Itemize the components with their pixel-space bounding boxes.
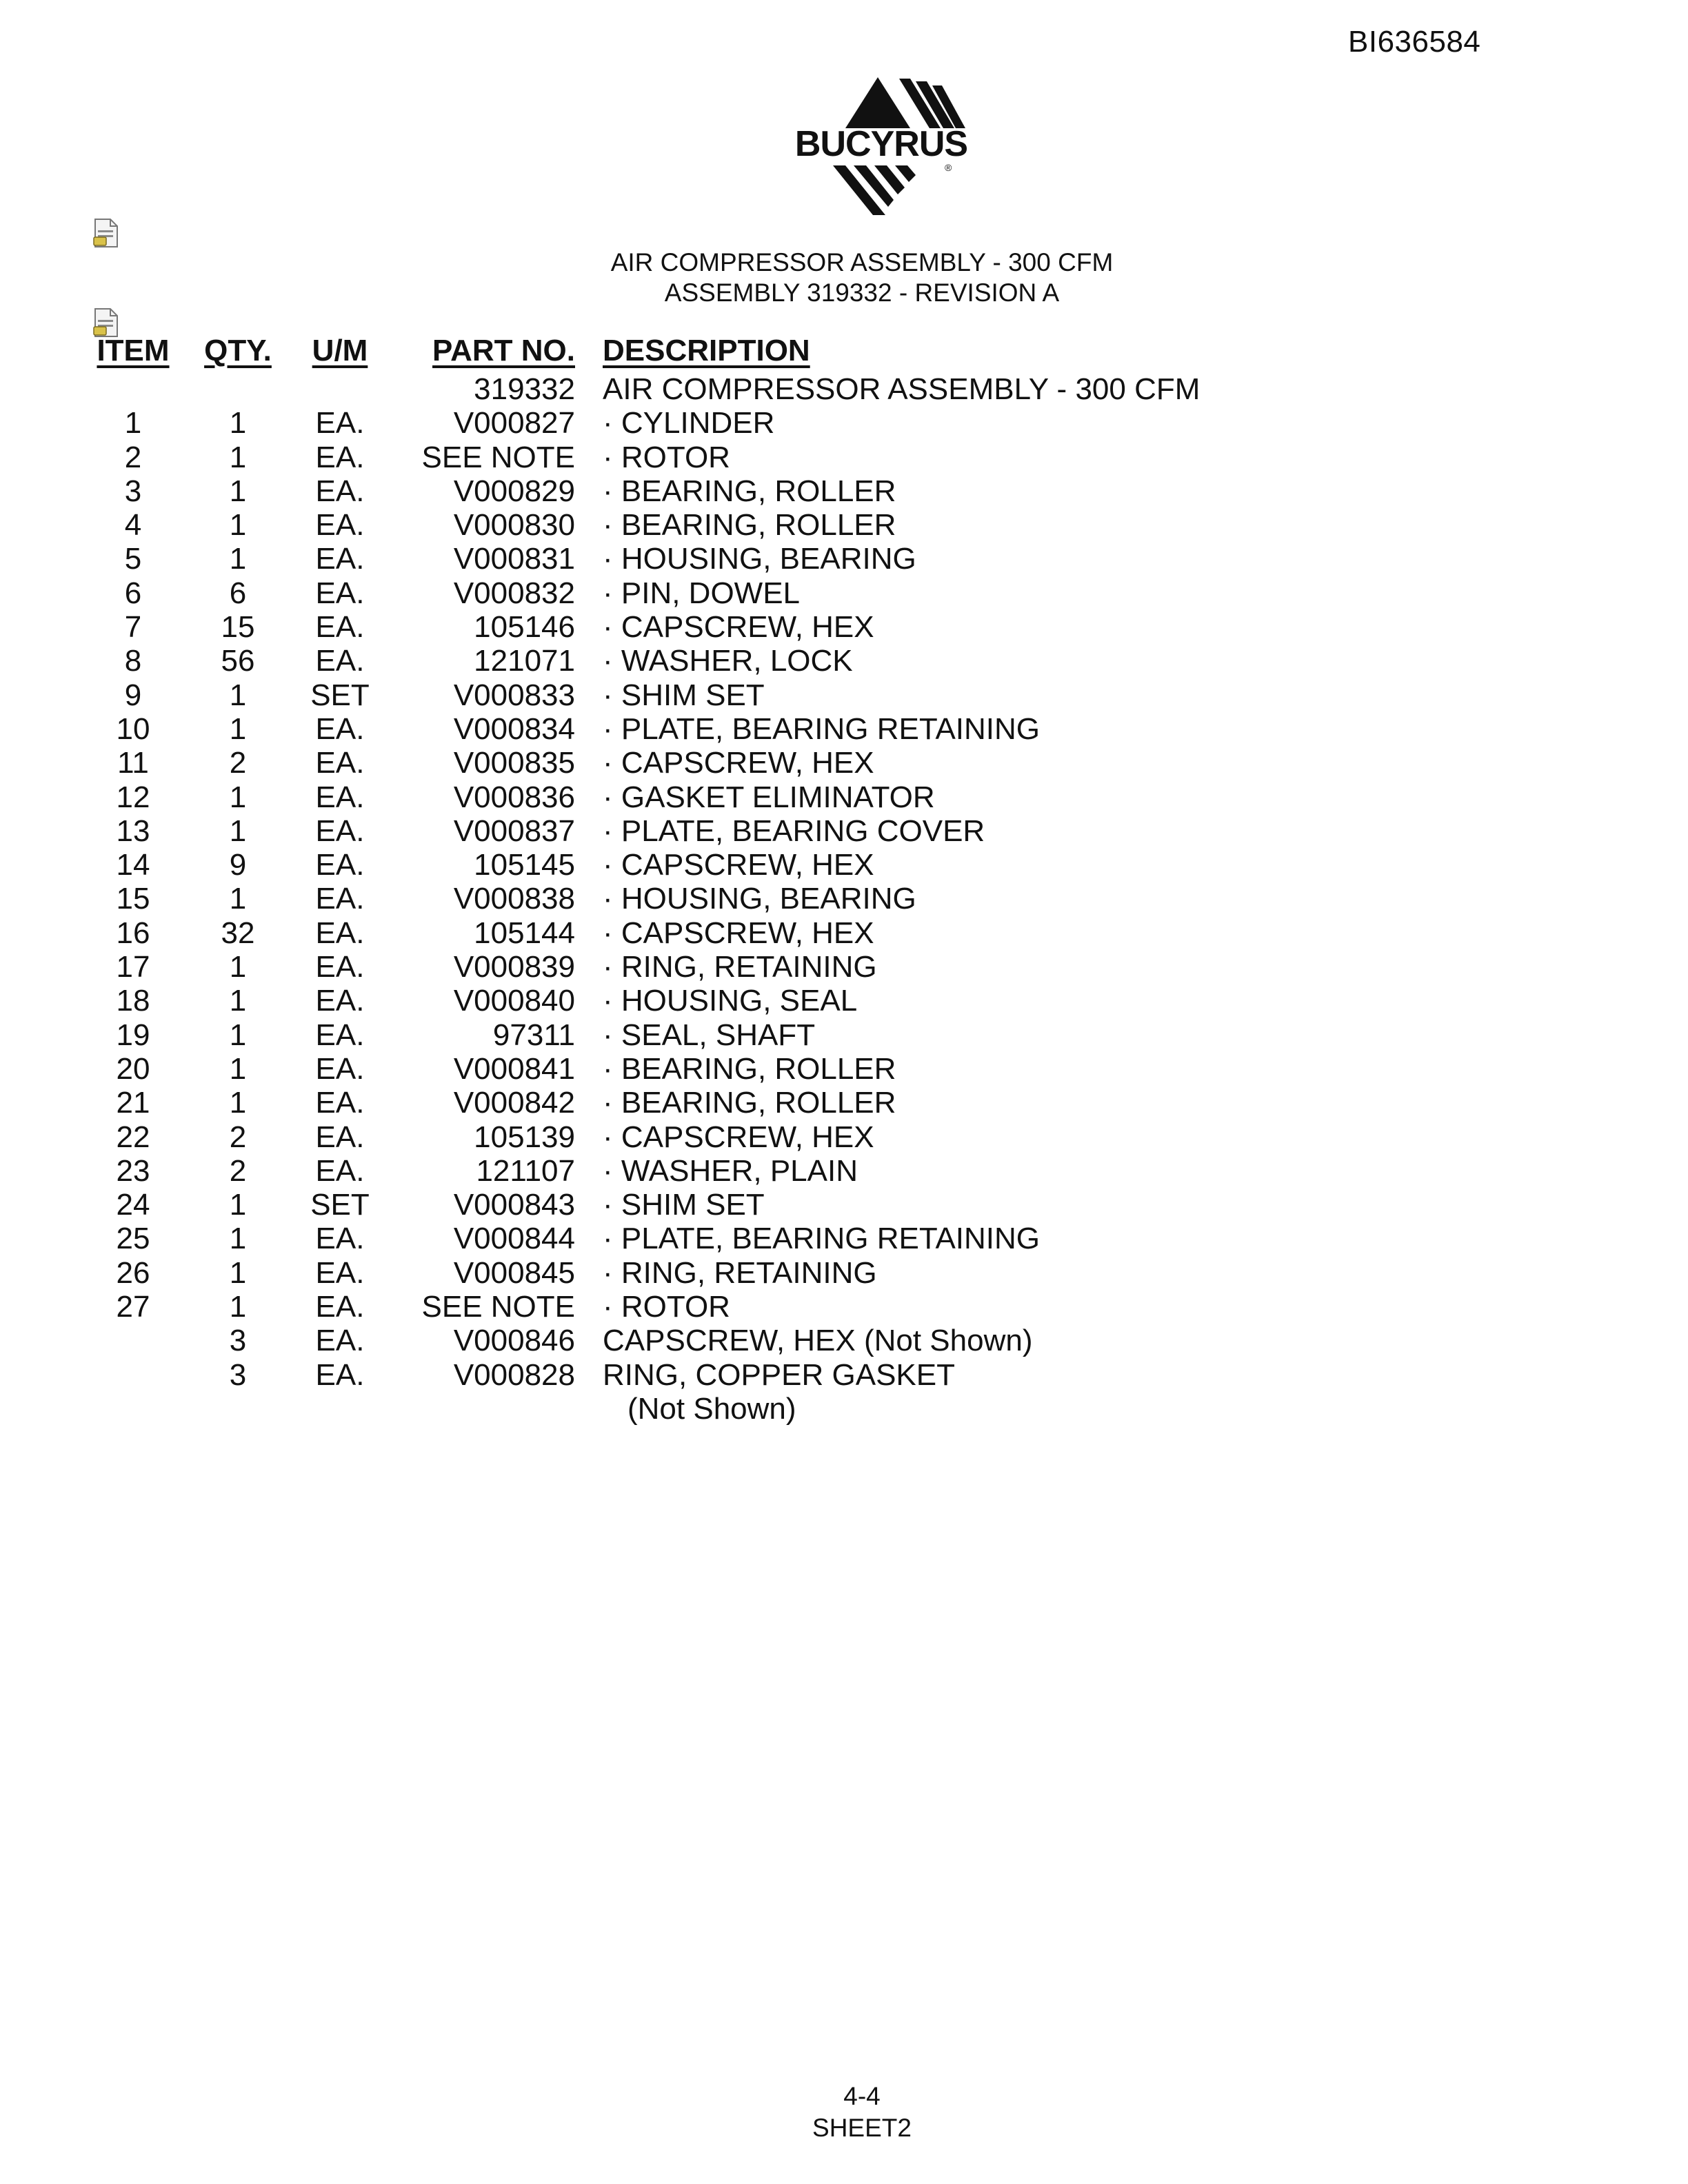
table-row [92,780,1292,814]
table-row [92,610,1292,644]
cell-description: · BEARING, ROLLER [603,474,896,508]
cell-part-no: 319332 [474,372,575,406]
table-row [92,1018,1292,1052]
cell-description: · HOUSING, SEAL [603,984,858,1018]
cell-description: · PLATE, BEARING RETAINING [603,711,1041,746]
cell-um: EA. [315,711,365,746]
cell-um: EA. [315,542,365,576]
cell-part-no: V000840 [453,984,575,1018]
document-id: BI636584 [1348,25,1481,59]
header-description: DESCRIPTION [603,334,810,367]
cell-qty: 2 [229,1120,247,1154]
cell-um: SET [310,1188,370,1222]
bucyrus-logo [764,74,998,219]
cell-item: 26 [116,1255,150,1290]
svg-text:®: ® [945,162,952,173]
cell-part-no: V000839 [453,950,575,984]
cell-item: 15 [116,882,150,916]
cell-qty: 1 [229,474,247,508]
cell-qty: 6 [229,576,247,610]
cell-um: EA. [315,746,365,780]
cell-item: 4 [124,508,142,543]
cell-part-no: V000827 [453,406,575,441]
cell-item: 24 [116,1188,150,1222]
cell-item: 12 [116,780,150,814]
cell-um: EA. [315,813,365,848]
cell-part-no: V000845 [453,1255,575,1290]
cell-item: 10 [116,711,150,746]
cell-item: 23 [116,1153,150,1188]
table-row [92,1086,1292,1120]
cell-um: EA. [315,848,365,882]
cell-item: 1 [124,406,142,441]
table-header-row [92,334,1292,372]
cell-item: 22 [116,1120,150,1154]
cell-description: · CAPSCREW, HEX [603,610,874,645]
cell-qty: 1 [229,813,247,848]
cell-item: 11 [117,746,149,780]
cell-qty: 1 [229,440,247,474]
cell-part-no: V000831 [453,542,575,576]
cell-item: 7 [124,610,142,645]
table-row [92,508,1292,542]
cell-part-no: 105139 [474,1120,575,1154]
cell-part-no: V000846 [453,1324,575,1358]
assembly-title: AIR COMPRESSOR ASSEMBLY - 300 CFM [610,248,1114,276]
table-row [92,950,1292,984]
table-row [92,1392,1292,1426]
header-qty: QTY. [204,334,272,367]
cell-um [302,372,378,406]
cell-item: 17 [116,950,150,984]
cell-qty: 2 [229,746,247,780]
cell-um: EA. [315,1051,365,1086]
parts-table-body [92,372,1292,1426]
cell-um: EA. [315,1324,365,1358]
cell-part-no: 105144 [474,916,575,950]
cell-qty: 1 [229,1018,247,1052]
cell-item: 21 [116,1086,150,1120]
cell-description: CAPSCREW, HEX (Not Shown) [603,1324,1033,1358]
cell-description: · ROTOR [603,440,730,474]
cell-part-no: 97311 [492,1018,575,1052]
cell-description [603,1392,1292,1426]
cell-part-no: SEE NOTE [421,1290,575,1324]
cell-description: · CAPSCREW, HEX [603,746,874,780]
cell-item: 16 [116,916,150,950]
cell-um: EA. [315,1120,365,1154]
cell-qty: 1 [229,1222,247,1256]
table-row [92,1358,1292,1392]
cell-um: EA. [315,474,365,508]
cell-item [92,372,174,406]
table-row [92,916,1292,950]
cell-part-no [378,1392,603,1426]
cell-item: 6 [124,576,142,610]
table-row [92,746,1292,780]
cell-um: EA. [315,644,365,678]
cell-qty: 32 [221,916,255,950]
cell-part-no: SEE NOTE [421,440,575,474]
cell-um: EA. [315,1153,365,1188]
header-part-no: PART NO. [432,334,575,367]
cell-part-no: V000841 [453,1051,575,1086]
table-row [92,576,1292,610]
cell-description: · PLATE, BEARING COVER [603,813,985,848]
cell-part-no: 121107 [476,1153,575,1188]
cell-qty: 1 [229,1255,247,1290]
table-row [92,1222,1292,1255]
cell-item: 20 [116,1051,150,1086]
cell-um: EA. [315,984,365,1018]
cell-description: · PLATE, BEARING RETAINING [603,1222,1041,1256]
svg-text:BUCYRUS: BUCYRUS [794,124,968,164]
table-row [92,848,1292,882]
table-row [92,1290,1292,1324]
table-row [92,644,1292,678]
cell-description: · SHIM SET [603,678,765,712]
cell-item: 18 [116,984,150,1018]
cell-description: AIR COMPRESSOR ASSEMBLY - 300 CFM [603,372,1200,406]
cell-qty: 1 [229,542,247,576]
cell-item [92,1324,174,1357]
cell-qty: 1 [229,1188,247,1222]
table-row [92,1120,1292,1154]
cell-description: · CYLINDER [603,406,775,441]
cell-um: EA. [315,1255,365,1290]
cell-um: EA. [315,508,365,543]
cell-qty: 1 [229,711,247,746]
cell-description: · CAPSCREW, HEX [603,848,874,882]
cell-um: EA. [315,1086,365,1120]
cell-um: EA. [315,882,365,916]
cell-qty: 56 [221,644,255,678]
cell-qty: 9 [229,848,247,882]
cell-qty: 1 [229,1086,247,1120]
cell-qty: 1 [229,406,247,441]
cell-description: · BEARING, ROLLER [603,1051,896,1086]
document-icon [92,218,120,248]
cell-qty: 3 [229,1357,247,1392]
cell-item [92,1358,174,1392]
cell-qty [174,1392,302,1426]
table-row [92,542,1292,576]
cell-um: EA. [315,576,365,610]
cell-description: · RING, RETAINING [603,950,877,984]
cell-um: EA. [315,440,365,474]
table-row [92,678,1292,712]
cell-part-no: V000835 [453,746,575,780]
cell-item: 27 [116,1290,150,1324]
cell-item: 2 [124,440,142,474]
cell-qty: 2 [229,1153,247,1188]
cell-description: · SHIM SET [603,1188,765,1222]
cell-um: EA. [315,1290,365,1324]
header-um: U/M [312,334,368,367]
description-continuation: (Not Shown) [627,1391,796,1426]
cell-description: · WASHER, PLAIN [603,1153,858,1188]
cell-item: 8 [124,644,142,678]
cell-um: EA. [315,916,365,950]
cell-part-no: 105146 [474,610,575,645]
cell-part-no: V000829 [453,474,575,508]
cell-qty: 1 [229,508,247,543]
cell-description: · SEAL, SHAFT [603,1018,816,1052]
cell-description: · GASKET ELIMINATOR [603,780,935,814]
cell-um: EA. [315,950,365,984]
table-row [92,882,1292,916]
table-row [92,1188,1292,1222]
cell-item [92,1392,174,1426]
page-number: 4-4 [843,2082,881,2110]
sheet-label: SHEET2 [812,2114,912,2142]
cell-description: · HOUSING, BEARING [603,882,916,916]
cell-description: · CAPSCREW, HEX [603,916,874,950]
cell-description: · CAPSCREW, HEX [603,1120,874,1154]
cell-um [302,1392,378,1426]
cell-part-no: V000838 [453,882,575,916]
cell-description: · BEARING, ROLLER [603,508,896,543]
table-row [92,1154,1292,1188]
cell-description: · RING, RETAINING [603,1255,877,1290]
cell-item: 3 [124,474,142,508]
cell-um: EA. [315,610,365,645]
cell-um: EA. [315,1357,365,1392]
cell-description: · WASHER, LOCK [603,644,853,678]
cell-part-no: V000833 [453,678,575,712]
cell-um: EA. [315,1222,365,1256]
cell-part-no: V000842 [453,1086,575,1120]
cell-item: 19 [116,1018,150,1052]
cell-item: 9 [124,678,142,712]
table-row [92,1052,1292,1086]
cell-qty: 1 [229,780,247,814]
cell-item: 5 [124,542,142,576]
cell-qty: 1 [229,678,247,712]
cell-part-no: V000836 [453,780,575,814]
table-row [92,984,1292,1018]
header-item: ITEM [97,334,170,367]
cell-part-no: V000834 [453,711,575,746]
cell-um: EA. [315,1018,365,1052]
cell-description: · ROTOR [603,1290,730,1324]
cell-um: EA. [315,406,365,441]
cell-qty: 1 [229,984,247,1018]
cell-part-no: V000837 [453,813,575,848]
cell-qty [174,372,302,406]
cell-part-no: 121071 [474,644,575,678]
cell-part-no: V000843 [453,1188,575,1222]
cell-qty: 3 [229,1324,247,1358]
table-row [92,1324,1292,1357]
cell-part-no: V000830 [453,508,575,543]
cell-item: 25 [116,1222,150,1256]
table-row [92,1256,1292,1290]
parts-list-table [92,334,1292,1426]
assembly-subtitle: ASSEMBLY 319332 - REVISION A [664,279,1060,307]
table-row [92,712,1292,746]
cell-qty: 1 [229,950,247,984]
table-row [92,372,1292,406]
cell-part-no: 105145 [474,848,575,882]
cell-item: 13 [116,813,150,848]
table-row [92,474,1292,508]
cell-qty: 15 [221,610,255,645]
table-row [92,406,1292,440]
cell-item: 14 [116,848,150,882]
cell-qty: 1 [229,1290,247,1324]
table-row [92,814,1292,848]
cell-description: · PIN, DOWEL [603,576,801,610]
cell-description: · HOUSING, BEARING [603,542,916,576]
cell-description: RING, COPPER GASKET [603,1357,955,1392]
cell-qty: 1 [229,882,247,916]
cell-qty: 1 [229,1051,247,1086]
cell-um: EA. [315,780,365,814]
cell-part-no: V000832 [453,576,575,610]
cell-part-no: V000828 [453,1357,575,1392]
cell-um: SET [310,678,370,712]
cell-description: · BEARING, ROLLER [603,1086,896,1120]
table-row [92,441,1292,474]
cell-part-no: V000844 [453,1222,575,1256]
